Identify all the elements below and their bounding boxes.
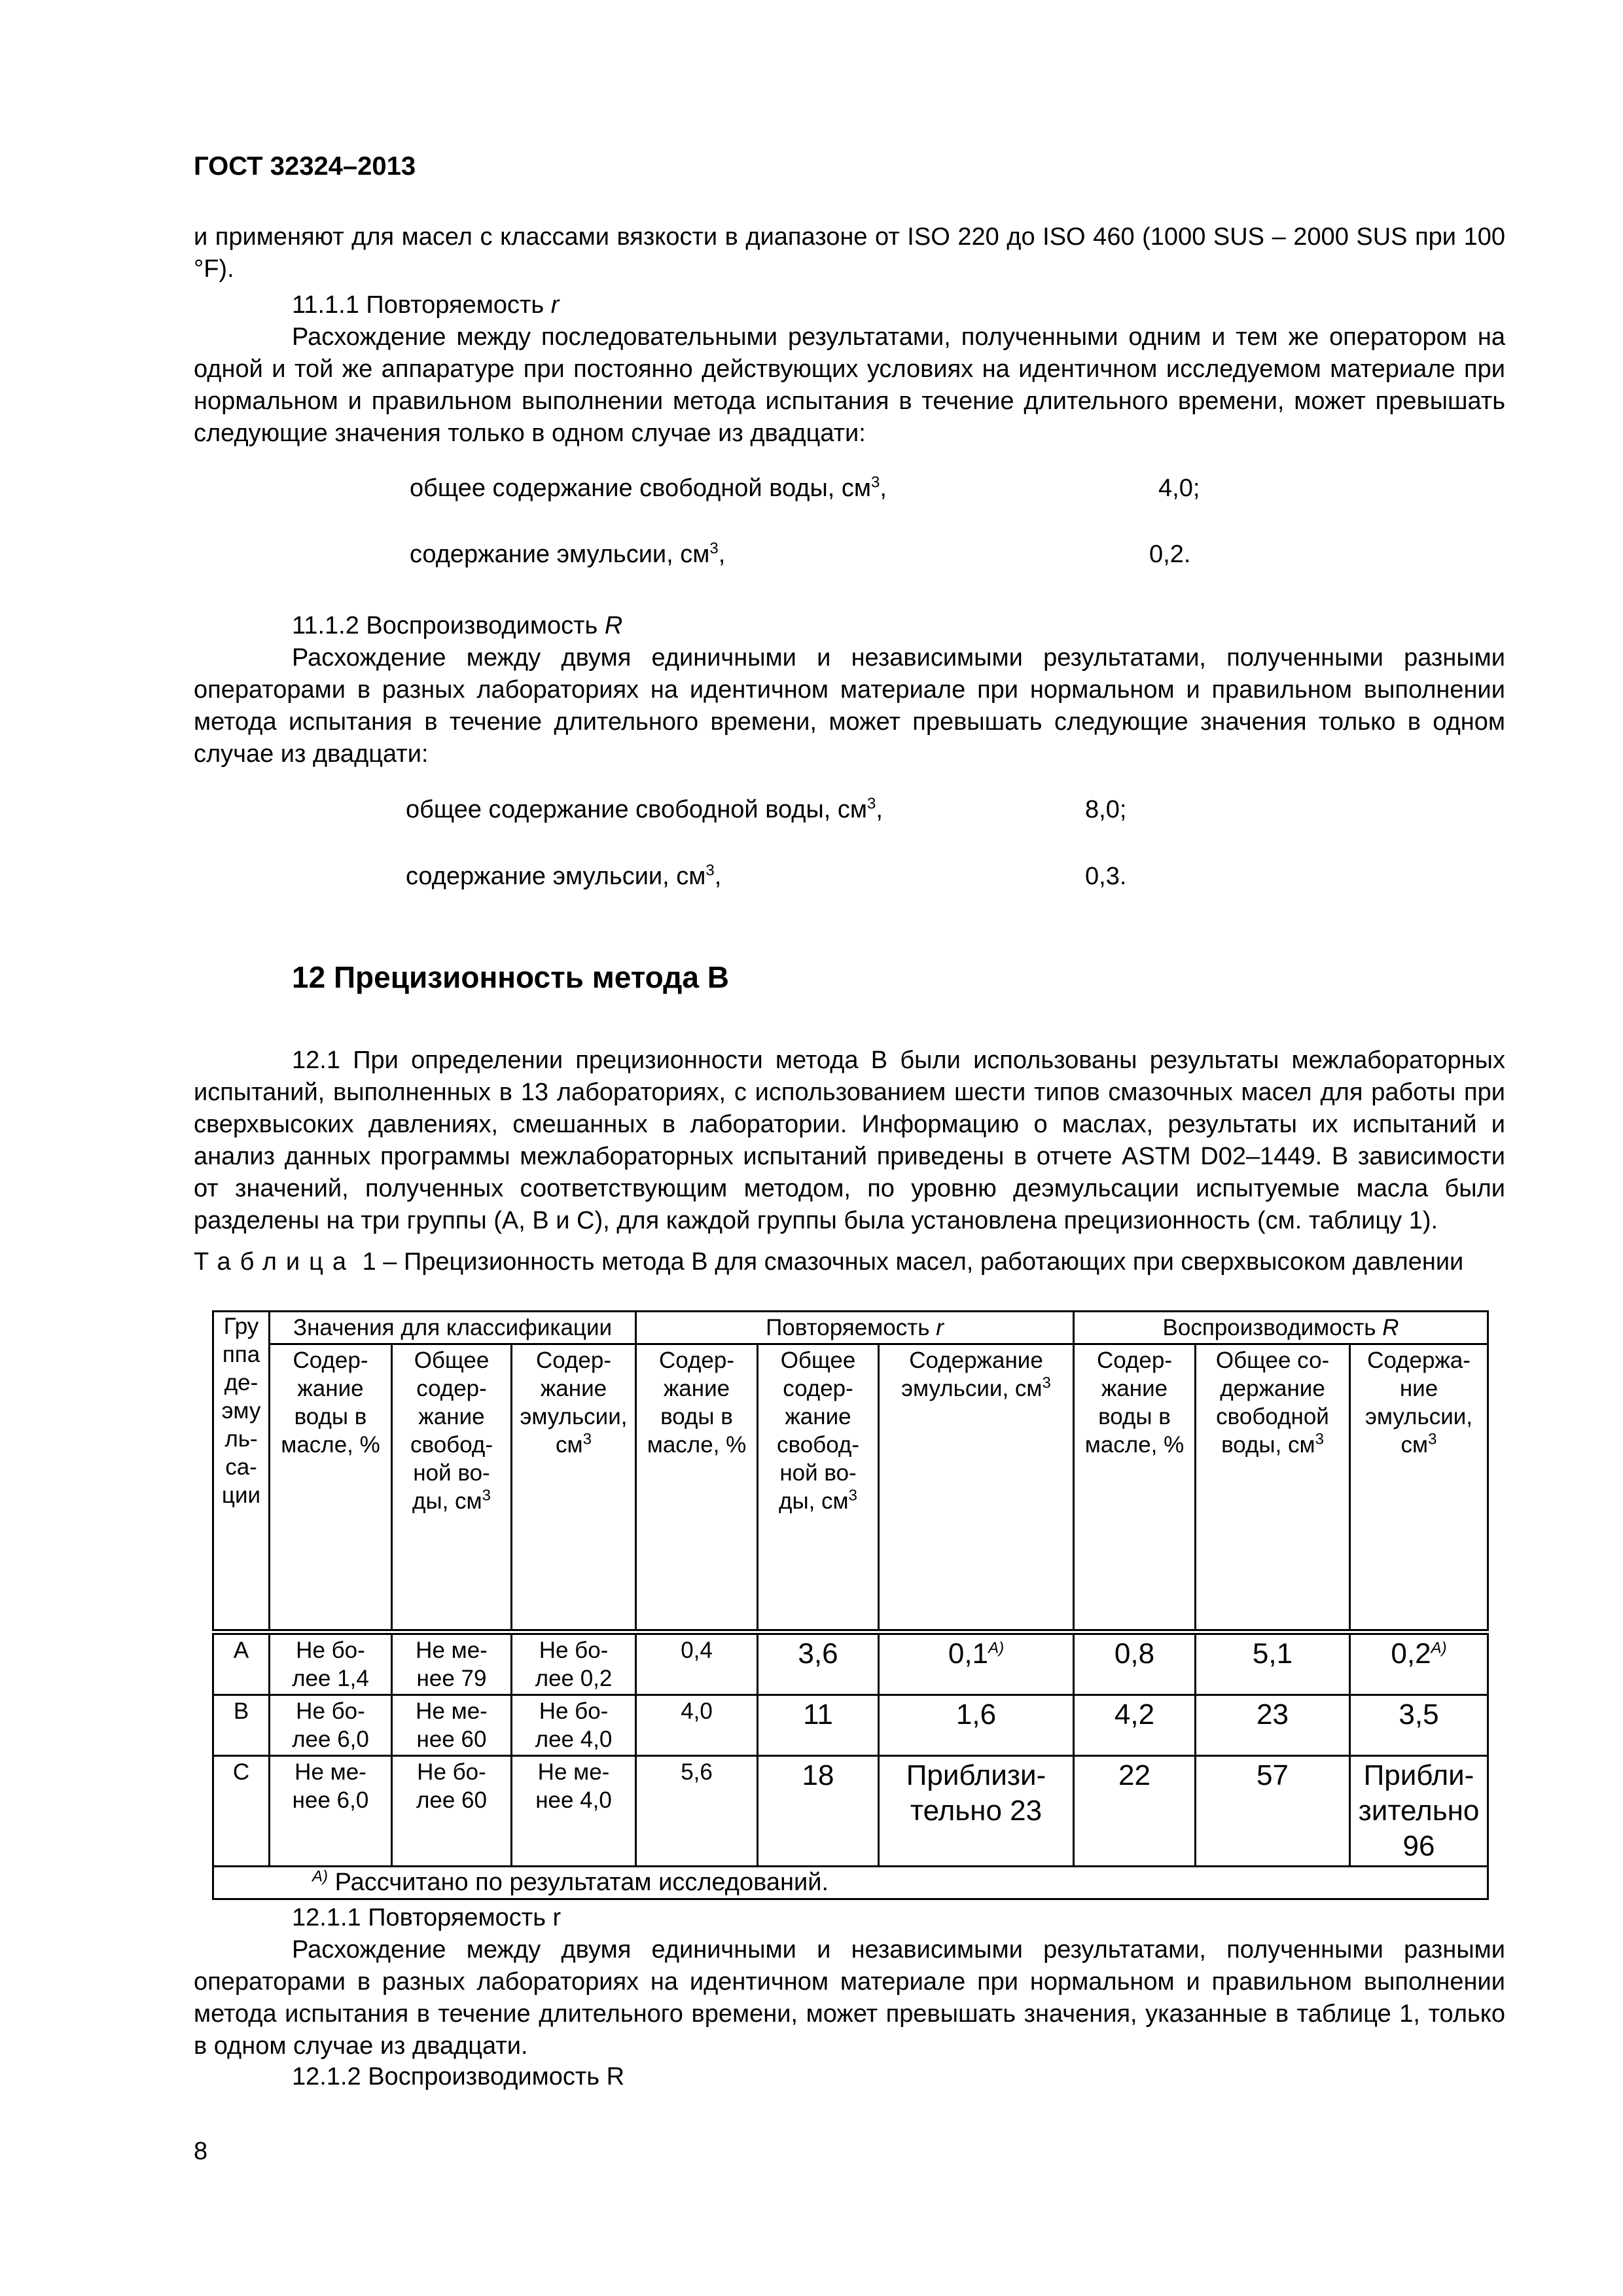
superscript-3: 3: [709, 539, 719, 558]
subheader-free-water-reproducibility: [1196, 1344, 1350, 1632]
formula-emulsion-r: содержание эмульсии, $см^3$,: [410, 539, 726, 568]
footnote-mark: А): [988, 1639, 1005, 1657]
intro-paragraph: и применяют для масел с классами вязкости в диапазоне от ISO 220 до ISO 460 (1000 SUS – 2000 SUS при 100 °F).: [194, 223, 1505, 283]
formula-emulsion-R: содержание эмульсии, $см^3$,: [406, 861, 722, 890]
header-reproducibility: [1074, 1312, 1488, 1344]
superscript-3: 3: [582, 1430, 592, 1448]
cell-emulsion: Не бо- лее 4,0: [512, 1695, 636, 1756]
header-repeatability: [636, 1312, 1074, 1344]
formula-emulsion-R-label: содержание эмульсии, см: [406, 863, 706, 890]
cell-r-emulsion: Приблизи- тельно 23: [879, 1756, 1074, 1867]
subheader-water-repeatability: Содер- жание воды в масле, %: [636, 1344, 758, 1632]
cell-water: Не бо- лее 1,4: [270, 1632, 392, 1695]
subheader-free-water-reproducibility-label: Общее со- держание свободной воды, см: [1215, 1348, 1330, 1458]
formula-free-water-r-label: общее содержание свободной воды, см: [410, 475, 872, 502]
paragraph-12-1: 12.1 При определении прецизионности метода В были использованы результаты межлабораторных испытаний, выполненных в 13 лабораториях, с использованием шести типов смазочных масел для работы при сверхвысоких давлениях, смешанных в лаборатории. Информацию о маслах, результаты их испытаний и анализ данных программы межлабораторных испытаний приведены в отчете ASTM D02–1449. В зависимости от значений, полученных соответствующим методом, по уровню деэмульсации испытуемые масла были разделены на три группы (А, В и С), для каждой группы была установлена прецизионность (см. таблицу 1).: [194, 1047, 1505, 1234]
cell-R-water: 4,2: [1074, 1695, 1196, 1756]
table-footnote-text: Рассчитано по результатам исследований.: [334, 1869, 829, 1896]
formula-free-water-r: общее содержание свободной воды, $см^3$,: [410, 473, 887, 502]
cell-r-water: 5,6: [636, 1756, 758, 1867]
subheader-free-water-repeatability: [758, 1344, 879, 1632]
cell-free-water: Не ме- нее 79: [392, 1632, 512, 1695]
cell-r-free-water: 18: [758, 1756, 879, 1867]
cell-R-emulsion: Прибли- зительно 96: [1350, 1756, 1488, 1867]
subheader-free-water-classification: [392, 1344, 512, 1632]
subheader-emulsion-classification: [512, 1344, 636, 1632]
page-number: 8: [194, 2138, 208, 2165]
subheader-free-water-classification-label: Общее содер- жание свобод- ной во- ды, см: [410, 1348, 493, 1514]
superscript-3: 3: [871, 473, 880, 492]
header-reproducibility-label: Воспроизводимость: [1162, 1315, 1376, 1340]
subsection-12-1-1-title: 12.1.1 Повторяемость r: [292, 1904, 562, 1931]
subsection-11-1-1-number: 11.1.1 Повторяемость: [292, 291, 544, 319]
formula-free-water-r-value: 4,0;: [1158, 475, 1200, 502]
table-row: [213, 1756, 1488, 1867]
header-reproducibility-symbol: R: [1382, 1315, 1399, 1340]
cell-group: В: [213, 1695, 270, 1756]
cell-group: А: [213, 1632, 270, 1695]
superscript-3: 3: [1315, 1430, 1324, 1448]
superscript-3: 3: [705, 861, 715, 880]
cell-free-water: Не ме- нее 60: [392, 1695, 512, 1756]
subsection-11-1-1-title: [292, 289, 559, 321]
header-repeatability-label: Повторяемость: [766, 1315, 930, 1340]
cell-free-water: Не бо- лее 60: [392, 1756, 512, 1867]
cell-R-water: 22: [1074, 1756, 1196, 1867]
cell-group: С: [213, 1756, 270, 1867]
formula-free-water-R: общее содержание свободной воды, $см^3$,: [406, 795, 883, 823]
table-caption-text: 1 – Прецизионность метода В для смазочных масел, работающих при сверхвысоком давлении: [362, 1248, 1464, 1276]
cell-emulsion: Не бо- лее 0,2: [512, 1632, 636, 1695]
cell-r-emulsion: 1,6: [879, 1695, 1074, 1756]
cell-R-water: 0,8: [1074, 1632, 1196, 1695]
cell-R-free-water: 5,1: [1196, 1632, 1350, 1695]
subheader-emulsion-repeatability: [879, 1344, 1074, 1632]
repeatability-symbol: r: [550, 291, 560, 319]
paragraph-11-1-2: Расхождение между двумя единичными и независимыми результатами, полученными разными операторами в разных лабораториях на идентичном материале при нормальном и правильном выполнении метода испытания в течение длительного времени, может превышать следующие значения только в одном случае из двадцати:: [194, 644, 1505, 768]
formula-emulsion-r-label: содержание эмульсии, см: [410, 541, 710, 568]
cell-r-water: 4,0: [636, 1695, 758, 1756]
subsection-11-1-2-number: 11.1.2 Воспроизводимость: [292, 612, 598, 639]
table-row: [213, 1695, 1488, 1756]
cell-water: Не ме- нее 6,0: [270, 1756, 392, 1867]
table-note-row: [213, 1867, 1488, 1899]
table-footnote: [213, 1867, 1488, 1899]
cell-R-emulsion-value: 0,2: [1391, 1638, 1431, 1670]
paragraph-12-1-1: Расхождение между двумя единичными и независимыми результатами, полученными разными операторами в разных лабораториях на идентичном материале при нормальном и правильном выполнении метода испытания в течение длительного времени, может превышать значения, указанные в таблице 1, только в одном случае из двадцати.: [194, 1936, 1505, 2060]
table-caption: [194, 1246, 1505, 1278]
subheader-water-classification: Содер- жание воды в масле, %: [270, 1344, 392, 1632]
precision-table: [212, 1310, 1489, 1900]
superscript-3: 3: [482, 1486, 491, 1505]
superscript-3: 3: [867, 795, 876, 813]
subheader-free-water-repeatability-label: Общее содер- жание свобод- ной во- ды, см: [777, 1348, 860, 1514]
formula-emulsion-r-value: 0,2.: [1149, 541, 1191, 568]
subsection-11-1-2-title: [292, 610, 622, 642]
formula-free-water-R-value: 8,0;: [1085, 796, 1127, 823]
subheader-emulsion-reproducibility: [1350, 1344, 1488, 1632]
reproducibility-symbol: R: [604, 612, 623, 639]
superscript-3: 3: [848, 1486, 857, 1505]
subheader-emulsion-classification-label: Содер- жание эмульсии, см: [520, 1348, 628, 1458]
section-12-heading: 12 Прецизионность метода В: [292, 960, 729, 994]
header-repeatability-symbol: r: [936, 1315, 944, 1340]
cell-R-free-water: 57: [1196, 1756, 1350, 1867]
cell-r-water: 0,4: [636, 1632, 758, 1695]
subheader-water-reproducibility: Содер- жание воды в масле, %: [1074, 1344, 1196, 1632]
header-classification: Значения для классификации: [270, 1312, 636, 1344]
footnote-mark: А): [312, 1867, 328, 1886]
header-group: Гру ппа де- эму ль- са- ции: [213, 1312, 270, 1632]
cell-r-free-water: 11: [758, 1695, 879, 1756]
cell-r-free-water: 3,6: [758, 1632, 879, 1695]
superscript-3: 3: [1428, 1430, 1437, 1448]
subheader-emulsion-reproducibility-label: Содержа- ние эмульсии, см: [1365, 1348, 1473, 1458]
cell-R-free-water: 23: [1196, 1695, 1350, 1756]
superscript-3: 3: [1042, 1374, 1051, 1392]
cell-water: Не бо- лее 6,0: [270, 1695, 392, 1756]
cell-R-emulsion: [1350, 1632, 1488, 1695]
formula-free-water-R-label: общее содержание свободной воды, см: [406, 796, 868, 823]
subsection-12-1-2-title: 12.1.2 Воспроизводимость R: [292, 2063, 625, 2090]
table-caption-word: Таблица: [194, 1248, 355, 1276]
table-row: [213, 1632, 1488, 1695]
cell-emulsion: Не ме- нее 4,0: [512, 1756, 636, 1867]
cell-r-emulsion-value: 0,1: [948, 1638, 989, 1670]
document-id: ГОСТ 32324–2013: [194, 152, 416, 181]
subheader-emulsion-repeatability-label: Содержание эмульсии, см: [901, 1348, 1043, 1401]
formula-emulsion-R-value: 0,3.: [1085, 863, 1127, 890]
cell-r-emulsion: [879, 1632, 1074, 1695]
cell-R-emulsion: 3,5: [1350, 1695, 1488, 1756]
footnote-mark: А): [1431, 1639, 1447, 1657]
paragraph-11-1-1: Расхождение между последовательными результатами, полученными одним и тем же оператором на одной и той же аппаратуре при постоянно действующих условиях на идентичном исследуемом материале при нормальном и правильном выполнении метода испытания в течение длительного времени, может превышать следующие значения только в одном случае из двадцати:: [194, 323, 1505, 447]
